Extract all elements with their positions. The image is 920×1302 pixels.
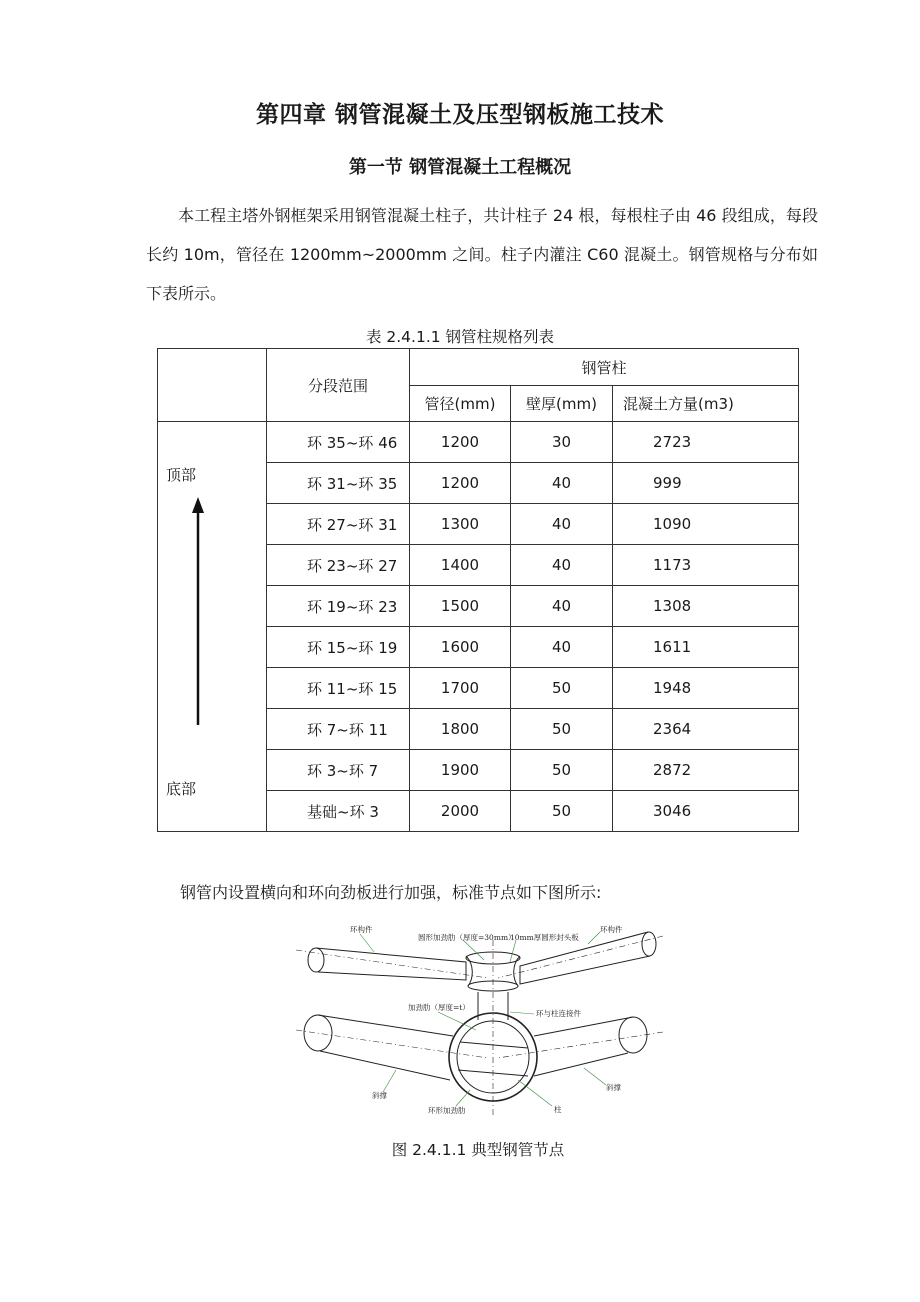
leader-line bbox=[456, 1090, 470, 1106]
steel-joint-diagram bbox=[288, 920, 668, 1125]
header-range: 分段范围 bbox=[267, 349, 410, 422]
table-caption: 表 2.4.1.1 钢管柱规格列表 bbox=[365, 328, 555, 346]
leader-line bbox=[383, 1070, 396, 1092]
table-header-row-1 bbox=[158, 349, 799, 386]
upper-right-pipe-end bbox=[642, 932, 656, 956]
right-brace-pipe-end bbox=[619, 1017, 647, 1053]
cell-thickness: 40 bbox=[511, 504, 613, 545]
stiffener-line bbox=[460, 1042, 528, 1048]
cell-range: 环 3~环 7 bbox=[267, 750, 410, 791]
cell-diameter: 1200 bbox=[410, 463, 511, 504]
cell-volume: 2723 bbox=[613, 422, 799, 463]
label-ring-stiffener: 环形加劲肋 bbox=[428, 1106, 466, 1115]
label-brace-left: 斜撑 bbox=[372, 1091, 387, 1100]
cell-range: 环 27~环 31 bbox=[267, 504, 410, 545]
cell-volume: 3046 bbox=[613, 791, 799, 832]
cell-thickness: 40 bbox=[511, 586, 613, 627]
cell-diameter: 1600 bbox=[410, 627, 511, 668]
position-top-label: 顶部 bbox=[166, 466, 197, 484]
cell-range: 环 35~环 46 bbox=[267, 422, 410, 463]
centerline bbox=[296, 950, 488, 978]
stiffener-paragraph: 钢管内设置横向和环向劲板进行加强，标准节点如下图所示: bbox=[180, 883, 602, 902]
cell-thickness: 50 bbox=[511, 791, 613, 832]
position-cell bbox=[158, 422, 267, 832]
cell-range: 环 31~环 35 bbox=[267, 463, 410, 504]
intro-paragraph: 本工程主塔外钢框架采用钢管混凝土柱子，共计柱子 24 根，每根柱子由 46 段组成，每段长约 10m，管径在 1200mm~2000mm 之间。柱子内灌注 C60 混凝土。钢管规格与分布如下表所示。 bbox=[146, 206, 818, 303]
steel-column-spec-table bbox=[157, 348, 799, 832]
label-ring-column-connector: 环与柱连接件 bbox=[536, 1009, 581, 1018]
header-volume: 混凝土方量(m3) bbox=[613, 386, 799, 422]
cell-thickness: 40 bbox=[511, 627, 613, 668]
cell-thickness: 40 bbox=[511, 463, 613, 504]
table-row bbox=[158, 422, 799, 463]
cell-volume: 999 bbox=[613, 463, 799, 504]
cell-volume: 1173 bbox=[613, 545, 799, 586]
leader-line bbox=[438, 1012, 476, 1030]
figure-caption: 图 2.4.1.1 典型钢管节点 bbox=[391, 1141, 565, 1159]
cell-diameter: 1200 bbox=[410, 422, 511, 463]
label-stiffener-plate: 加劲肋（厚度=t） bbox=[408, 1003, 470, 1012]
cell-volume: 1090 bbox=[613, 504, 799, 545]
cell-volume: 2872 bbox=[613, 750, 799, 791]
header-thickness: 壁厚(mm) bbox=[511, 386, 613, 422]
leader-line bbox=[584, 1068, 606, 1085]
cell-diameter: 2000 bbox=[410, 791, 511, 832]
leader-line bbox=[518, 1080, 552, 1106]
position-bottom-label: 底部 bbox=[166, 780, 197, 798]
label-column: 柱 bbox=[554, 1105, 562, 1114]
leader-line bbox=[510, 940, 516, 962]
cell-range: 环 15~环 19 bbox=[267, 627, 410, 668]
chapter-title: 第四章 钢管混凝土及压型钢板施工技术 bbox=[255, 102, 664, 128]
upper-left-pipe-end bbox=[308, 948, 324, 972]
left-brace bbox=[318, 1015, 453, 1080]
cell-range: 基础~环 3 bbox=[267, 791, 410, 832]
header-diameter: 管径(mm) bbox=[410, 386, 511, 422]
cell-diameter: 1800 bbox=[410, 709, 511, 750]
cell-diameter: 1700 bbox=[410, 668, 511, 709]
label-brace-right: 斜撑 bbox=[606, 1083, 621, 1092]
label-circular-stiffener: 圆形加劲肋（厚度=30mm） bbox=[418, 933, 516, 942]
centerline bbox=[498, 936, 663, 978]
cell-range: 环 11~环 15 bbox=[267, 668, 410, 709]
cell-range: 环 7~环 11 bbox=[267, 709, 410, 750]
cell-range: 环 23~环 27 bbox=[267, 545, 410, 586]
cell-volume: 1308 bbox=[613, 586, 799, 627]
header-blank bbox=[158, 349, 267, 422]
cell-thickness: 50 bbox=[511, 668, 613, 709]
cell-thickness: 50 bbox=[511, 709, 613, 750]
cell-range: 环 19~环 23 bbox=[267, 586, 410, 627]
cell-diameter: 1400 bbox=[410, 545, 511, 586]
upward-arrow-icon bbox=[190, 497, 206, 727]
cell-volume: 1948 bbox=[613, 668, 799, 709]
leader-line bbox=[360, 934, 374, 952]
cell-thickness: 30 bbox=[511, 422, 613, 463]
section-title: 第一节 钢管混凝土工程概况 bbox=[348, 157, 572, 178]
cell-diameter: 1900 bbox=[410, 750, 511, 791]
label-ring-member-right: 环构件 bbox=[600, 925, 623, 934]
right-brace bbox=[534, 1017, 633, 1076]
cell-diameter: 1500 bbox=[410, 586, 511, 627]
leader-line bbox=[510, 1012, 534, 1014]
cell-thickness: 50 bbox=[511, 750, 613, 791]
cell-volume: 1611 bbox=[613, 627, 799, 668]
label-ring-member-left: 环构件 bbox=[350, 925, 373, 934]
cell-diameter: 1300 bbox=[410, 504, 511, 545]
cell-volume: 2364 bbox=[613, 709, 799, 750]
header-group: 钢管柱 bbox=[410, 349, 799, 386]
cell-thickness: 40 bbox=[511, 545, 613, 586]
label-end-plate: 10mm厚圆形封头板 bbox=[510, 933, 579, 942]
leader-line bbox=[588, 932, 600, 944]
